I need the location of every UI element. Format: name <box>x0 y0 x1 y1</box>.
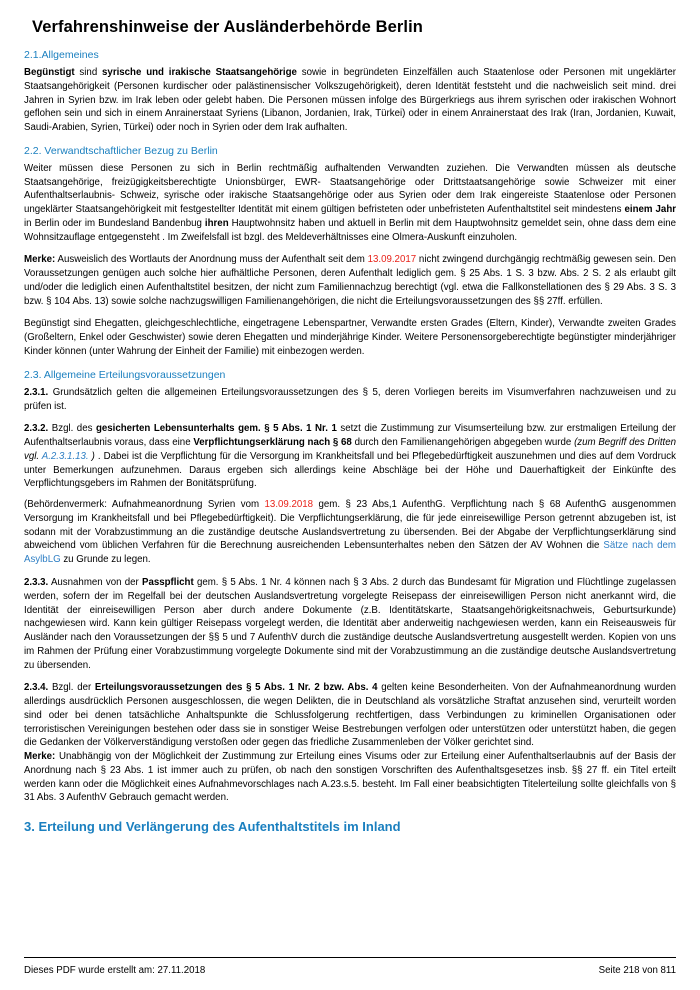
text-run: Bzgl. des <box>48 423 96 435</box>
text-date-highlight: 13.09.2017 <box>367 254 417 266</box>
text-run: Hauptwohnsitz haben und aktuell in Berlin mit dem Hauptwohnsitz gemeldet sein, ohne dass dem eine Wohnsitzauflage entgegensteht . Im Zweifelsfall ist bzgl. des Meldeverhältnisses eine Olmera-Auskunft einzuholen. <box>24 217 676 243</box>
text-bold-merke-2: Merke: <box>24 751 56 763</box>
text-run: setzt die Zustimmung zur Visumserteilung bzw. zur erstmaligen Erteilung der Aufenthaltserlaubnis voraus, dass eine <box>24 423 676 449</box>
paragraph-2-3-2 <box>24 422 676 491</box>
text-run: gem. § 5 Abs. 1 Nr. 4 können nach § 3 Abs. 2 durch das Bundesamt für Migration und Flüchtlinge zugelassen werden, sofern der im Regelfall bei der deutschen Auslandsvertretung vorgelegte Reisepass der einreisewilligen Person nicht anerkannt wird, die Identität der einreisewilligen Person aber durch andere Dokumente (z.B. Identitätskarte, Staatsangehörigkeitsnachweis, Geburtsurkunde) nachgewiesen wird. Kann kein gültiger Reisepass vorgelegt werden, die Identität aber anderweitig nachgewiesen werden, kann ein Reiseausweis für Ausländer nach den Voraussetzungen der §§ 5 und 7 AufenthV durch die zuständige deutsche Auslandsvertretung ausgestellt werden. Kopien von uns im Rahmen der Prüfung einer Vorabzustimmung vorgelegte Dokumente sind mit der Vorabzustimmung an die zuständige deutsche Auslandsvertretung zu übersenden. <box>24 576 676 671</box>
text-bold-verpflichtungserklaerung: Verpflichtungserklärung nach § 68 <box>193 437 352 449</box>
text-run: Weiter müssen diese Personen zu sich in Berlin rechtmäßig aufhaltenden Verwandten zuziehen. Die Verwandten müssen als deutsche Staatsangehörige, freizügigkeitsberechtigte Unionsbürger, EWR- Staatsangehörige oder Drittstaatsangehörige sowie Schweizer mit einer Aufenthaltserlaubnis- Schweiz, syrische oder irakische Staatsangehörige oder aus Syrien oder dem Irak eingereiste Staatenlose oder Personen ungeklärter Staatsangehörigkeit mit festgestellter Identität mit einem gültigen befristeten oder unbefristeten Aufenthaltstitel seit mindestens <box>24 162 676 216</box>
text-bold-merke: Merke: <box>24 254 56 266</box>
text-bold-erteilungsvoraussetzungen: Erteilungsvoraussetzungen des § 5 Abs. 1 Nr. 2 bzw. Abs. 4 <box>94 682 378 694</box>
text-run: gelten keine Besonderheiten. Von der Aufnahmeanordnung wurden allerdings ausdrücklich Personen ausgeschlossen, die wegen Delikten, die in Deutschland als vorsätzliche Straftat anzusehen sind, verurteilt worden sind oder bei denen tatsächliche Anhaltspunkte die Schlussfolgerung rechtfertigen, dass Verbindungen zu kriminellen Organisationen oder terroristischen Vereinigungen bestehen oder dass sie in sonstiger Weise Bestrebungen verfolgen oder unterstützen oder unterstützt haben, die gegen die Gedanken der Völkerverständigung verstoßen oder gegen das friedliche Zusammenleben der Völker gerichtet sind. <box>24 682 676 749</box>
asylblg-link[interactable]: Sätze nach dem AsylbLG <box>24 540 676 566</box>
paragraph-2-2-1 <box>24 162 676 245</box>
clause-number-2-3-2: 2.3.2. <box>24 423 49 435</box>
text-run: Ausweislich des Wortlauts der Anordnung muss der Aufenthalt seit dem <box>55 254 368 266</box>
text-run: Bzgl. der <box>48 682 95 694</box>
page-title: Verfahrenshinweise der Ausländerbehörde Berlin <box>32 18 423 36</box>
paragraph-2-3-4 <box>24 681 676 805</box>
text-italic-dritter: (zum Begriff des Dritten vgl. <box>24 437 676 462</box>
text-run: Unabhängig von der Möglichkeit der Zustimmung zur Erteilung eines Visums oder zur Erteilung einer Aufenthaltserlaubnis auf der Basis der Anordnung nach § 23 Abs. 1 ist immer auch zu prüfen, ob nach den sonstigen Vorschriften des Aufenthaltsgesetzes insb. §§ 27 ff. ein Titel erteilt werden kann oder die Möglichkeit eines Aufnahmevorschlages nach A.23.s.5. besteht. Im Fall einer beabsichtigten Titelerteilung sollte gleichfalls von § 31 Abs. 3 AufenthV Gebrauch gemacht werden. <box>24 751 676 804</box>
text-run: sind <box>74 67 103 78</box>
text-run: . Dabei ist die Verpflichtung für die Versorgung im Krankheitsfall und bei Pflegebedürftigkeit auszunehmen und dies auf dem Vordruck unter Bemerkungen aufzunehmen. Daraus ergeben sich allerdings keine Abschläge bei der Höhe und Dauerhaftigkeit der Einkünfte des Verpflichtungsgebers im Rahmen der Bonitätsprüfung. <box>24 450 676 490</box>
text-run: Ausnahmen von der <box>48 576 143 588</box>
paragraph-2-2-merke <box>24 253 676 308</box>
text-run: Grundsätzlich gelten die allgemeinen Erteilungsvoraussetzungen des § 5, deren Vorliegen bereits im Visumverfahren nachzuweisen und zu prüfen ist. <box>24 386 676 412</box>
footer-page-number: Seite 218 von 811 <box>598 965 676 976</box>
cross-reference-link[interactable]: A.2.3.1.13. <box>41 450 89 462</box>
clause-number-2-3-4: 2.3.4. <box>24 682 49 694</box>
paragraph-2-2-3: Begünstigt sind Ehegatten, gleichgeschlechtliche, eingetragene Lebenspartner, Verwandte ersten Grades (Eltern, Kinder), Verwandte zweiten Grades (Großeltern, Enkel oder Geschwister) sowie deren Ehegatten und minderjährige Kinder. Weitere Personensorgeberechtigte begünstigter minderjähriger Kinder können (unter Wahrung der Einheit der Familie) mit einbezogen werden. <box>24 318 676 358</box>
text-date-highlight-2: 13.09.2018 <box>264 499 314 511</box>
text-bold-lebensunterhalt: gesicherten Lebensunterhalts gem. § 5 Abs. 1 Nr. 1 <box>95 423 337 435</box>
text-run: nicht zwingend durchgängig rechtmäßig gewesen sein. Den Voraussetzungen genügen auch solche hier aufhältliche Personen, deren Aufenthalt lediglich gem. § 25 Abs. 1 S. 3 bzw. Abs. 2 S. 2 als erlaubt gilt und/oder die lediglich einen Aufenthaltstitel besitzen, der nicht zum Familiennachzug berechtigt (vgl. etwa die Fallkonstellationen des § 29 Abs. 3 S. 3 bzw. § 104 Abs. 13) sowie solche nachzugswilligen Familienangehörigen, die nicht die Erteilungsvoraussetzungen des §§ 27ff. erfüllen. <box>24 254 676 307</box>
text-bold-einem-jahr: einem Jahr <box>624 204 677 216</box>
clause-number-2-3-1: 2.3.1. <box>24 386 49 398</box>
page-footer <box>24 957 676 976</box>
section-heading-2-3: 2.3. Allgemeine Erteilungsvoraussetzungen <box>24 368 226 381</box>
text-bold-ihren: ihren <box>204 217 229 229</box>
text-italic-close: ) <box>88 450 95 462</box>
paragraph-2-3-1 <box>24 386 676 414</box>
section-heading-3: 3. Erteilung und Verlängerung des Aufenthaltstitels im Inland <box>24 819 401 835</box>
footer-creation-date: Dieses PDF wurde erstellt am: 27.11.2018 <box>24 965 206 976</box>
text-run: (Behördenvermerk: Aufnahmeanordnung Syrien vom <box>24 499 265 511</box>
text-bold-staatsangehoerige: syrische und irakische Staatsangehörige <box>102 67 297 78</box>
text-run: in Berlin oder im Bundesland Bandenbug <box>24 217 205 229</box>
text-run: sowie in begründeten Einzelfällen auch Staatenlose oder Personen mit ungeklärter Staatsangehörigkeit (Personen kurdischer oder palästinensischer Volkszugehörigkeit), deren Identität feststeht und die nachweislich seit mind. drei Jahren in Syrien bzw. im Irak leben oder gelebt haben. Die Personen müssen infolge des Bürgerkriegs aus ihrem syrischen oder irakischen Wohnort geflohen sein und sich in einem Anrainerstaat Syriens (Libanon, Jordanien, Irak, Türkei) oder in einem Anrainerstaat des Irak (Iran, Jordanien, Kuwait, Saudi-Arabien, Syrien, Türkei) oder noch in Syrien oder dem Irak aufhalten. <box>24 67 676 134</box>
section-heading-2-2: 2.2. Verwandtschaftlicher Bezug zu Berlin <box>24 144 218 157</box>
text-bold-passpflicht: Passpflicht <box>142 576 194 588</box>
section-heading-2-1: 2.1.Allgemeines <box>24 49 99 61</box>
text-run: gem. § 23 Abs,1 AufenthG. Verpflichtung nach § 68 AufenthG ausgenommen Versorgung im Krankheitsfall und bei Pflegebedürftigkeit). Die Verpflichtungserklärung, die für jede einreisewillige Person getrennt abzugeben ist, ist sodann mit der Vorabzustimmung an die zuständige deutsche Auslandsvertretung zu übersenden. Bei der Abgabe der Verpflichtungserklärung sind abweichend vom üblichen Verfahren für die Berechnung ausreichenden Lebensunterhaltes neben den Sätzen der AV Wohnen die <box>24 499 676 552</box>
text-bold-beguenstigt: Begünstigt <box>24 67 75 78</box>
paragraph-2-1-1 <box>24 66 676 135</box>
clause-number-2-3-3: 2.3.3. <box>24 576 49 588</box>
paragraph-2-3-3 <box>24 576 676 672</box>
text-run: durch den Familienangehörigen abgegeben wurde <box>351 437 575 449</box>
paragraph-2-3-2-behoerdenvermerk <box>24 498 676 567</box>
text-run: zu Grunde zu legen. <box>60 554 151 566</box>
